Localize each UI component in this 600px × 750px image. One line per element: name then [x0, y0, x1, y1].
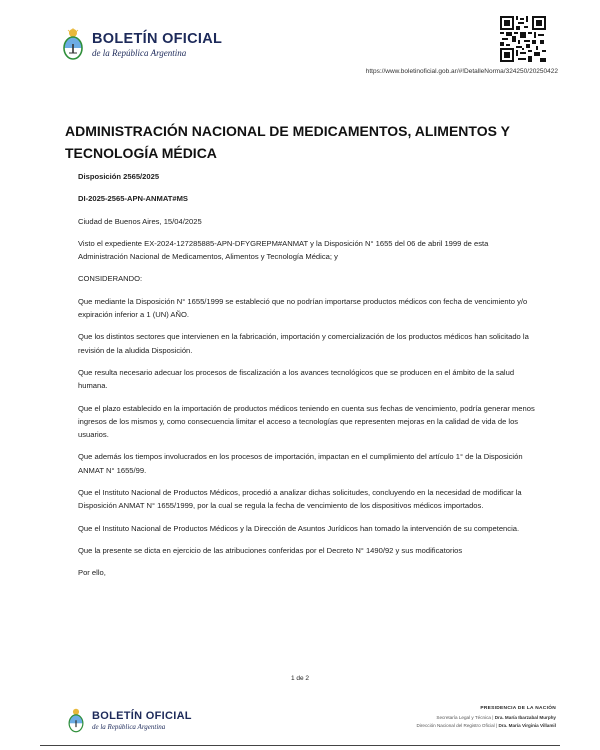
document-url[interactable]: https://www.boletinoficial.gob.ar/#!DetalleNorma/324250/20250422: [365, 68, 558, 75]
document-paragraph: Que resulta necesario adecuar los procesos de fiscalización a los avances tecnológicos que se producen en el ámbito de la salud humana.: [78, 367, 515, 391]
page-number: 1 de 2: [290, 675, 310, 682]
credit-role: Secretaría Legal y Técnica: [436, 714, 491, 720]
document-paragraph: Por ello,: [78, 568, 106, 578]
credit-name: Dra. María Virginia Villamil: [498, 723, 556, 728]
logo-title: BOLETÍN OFICIAL: [92, 31, 223, 48]
argentina-coat-of-arms-icon: [60, 28, 86, 62]
document-paragraph: Que los distintos sectores que intervienen en la fabricación, importación y comercialización de los productos médicos han solicitado la revisión de la aludida Disposición.: [78, 332, 529, 355]
document-paragraph: Que además los tiempos involucrados en los procesos de importación, impactan en el cumplimiento del artículo 1° de la Disposición ANMAT N° 1655/99.: [78, 452, 523, 475]
presidencia-label: PRESIDENCIA DE LA NACIÓN: [480, 706, 556, 711]
document-paragraph: Que el Instituto Nacional de Productos Médicos, procedió a analizar dichas solicitudes, concluyendo en la necesidad de modificar la Disposición ANMAT N° 1655/1999, por la cual se regula la fecha de vencimiento de los dispositivos médicos importados.: [78, 488, 522, 511]
logo-subtitle: de la República Argentina: [92, 47, 187, 58]
footer-credit-line-2: [417, 722, 556, 731]
page-title: ADMINISTRACIÓN NACIONAL DE MEDICAMENTOS, ALIMENTOS Y TECNOLOGÍA MÉDICA: [65, 123, 510, 161]
credit-separator: |: [492, 714, 494, 720]
document-paragraph: CONSIDERANDO:: [78, 274, 143, 284]
document-paragraph: Que mediante la Disposición N° 1655/1999 se estableció que no podrían importarse productos médicos con fecha de vencimiento y/o expiración inferior a 1 (UN) AÑO.: [78, 296, 528, 320]
footer-credits: [417, 705, 556, 731]
boletin-oficial-logo: [60, 28, 222, 62]
document-paragraph: Que la presente se dicta en ejercicio de las atribuciones conferidas por el Decreto N° 1490/92 y sus modificatorios: [78, 545, 463, 555]
document-paragraph: DI-2025-2565-APN-ANMAT#MS: [78, 194, 188, 204]
footer-logo-title: BOLETÍN OFICIAL: [92, 710, 192, 722]
footer-divider: [40, 745, 560, 746]
document-paragraph: Disposición 2565/2025: [78, 172, 160, 181]
footer-logo-subtitle: de la República Argentina: [92, 723, 166, 731]
document-paragraph: Que el Instituto Nacional de Productos Médicos y la Dirección de Asuntos Jurídicos han tomado la intervención de su competencia.: [78, 523, 520, 533]
credit-role: Dirección Nacional del Registro Oficial: [416, 723, 495, 728]
qr-code-icon: [500, 16, 546, 62]
document-paragraph: Visto el expediente EX-2024-127285885-APN-DFYGREPM#ANMAT y la Disposición N° 1655 del 06 de abril 1999 de esta Administración Nacional de Medicamentos, Alimentos y Tecnología Médica; y: [78, 238, 489, 262]
document-body: [78, 170, 538, 580]
document-paragraph: Ciudad de Buenos Aires, 15/04/2025: [78, 216, 202, 226]
footer-credit-line-1: [417, 714, 556, 723]
credit-name: Dra. María Ibarzabal Murphy: [494, 714, 556, 720]
credit-separator: |: [495, 723, 498, 728]
argentina-coat-of-arms-icon: [66, 708, 86, 734]
footer-logo: [66, 708, 192, 734]
document-paragraph: Que el plazo establecido en la importación de productos médicos teniendo en cuenta sus fechas de vencimiento, podría generar menos ingresos de los mismos y, como consecuencia limitar el acceso a tecnologías que representen mejoras en la calidad de vida de los usuarios.: [78, 403, 535, 440]
